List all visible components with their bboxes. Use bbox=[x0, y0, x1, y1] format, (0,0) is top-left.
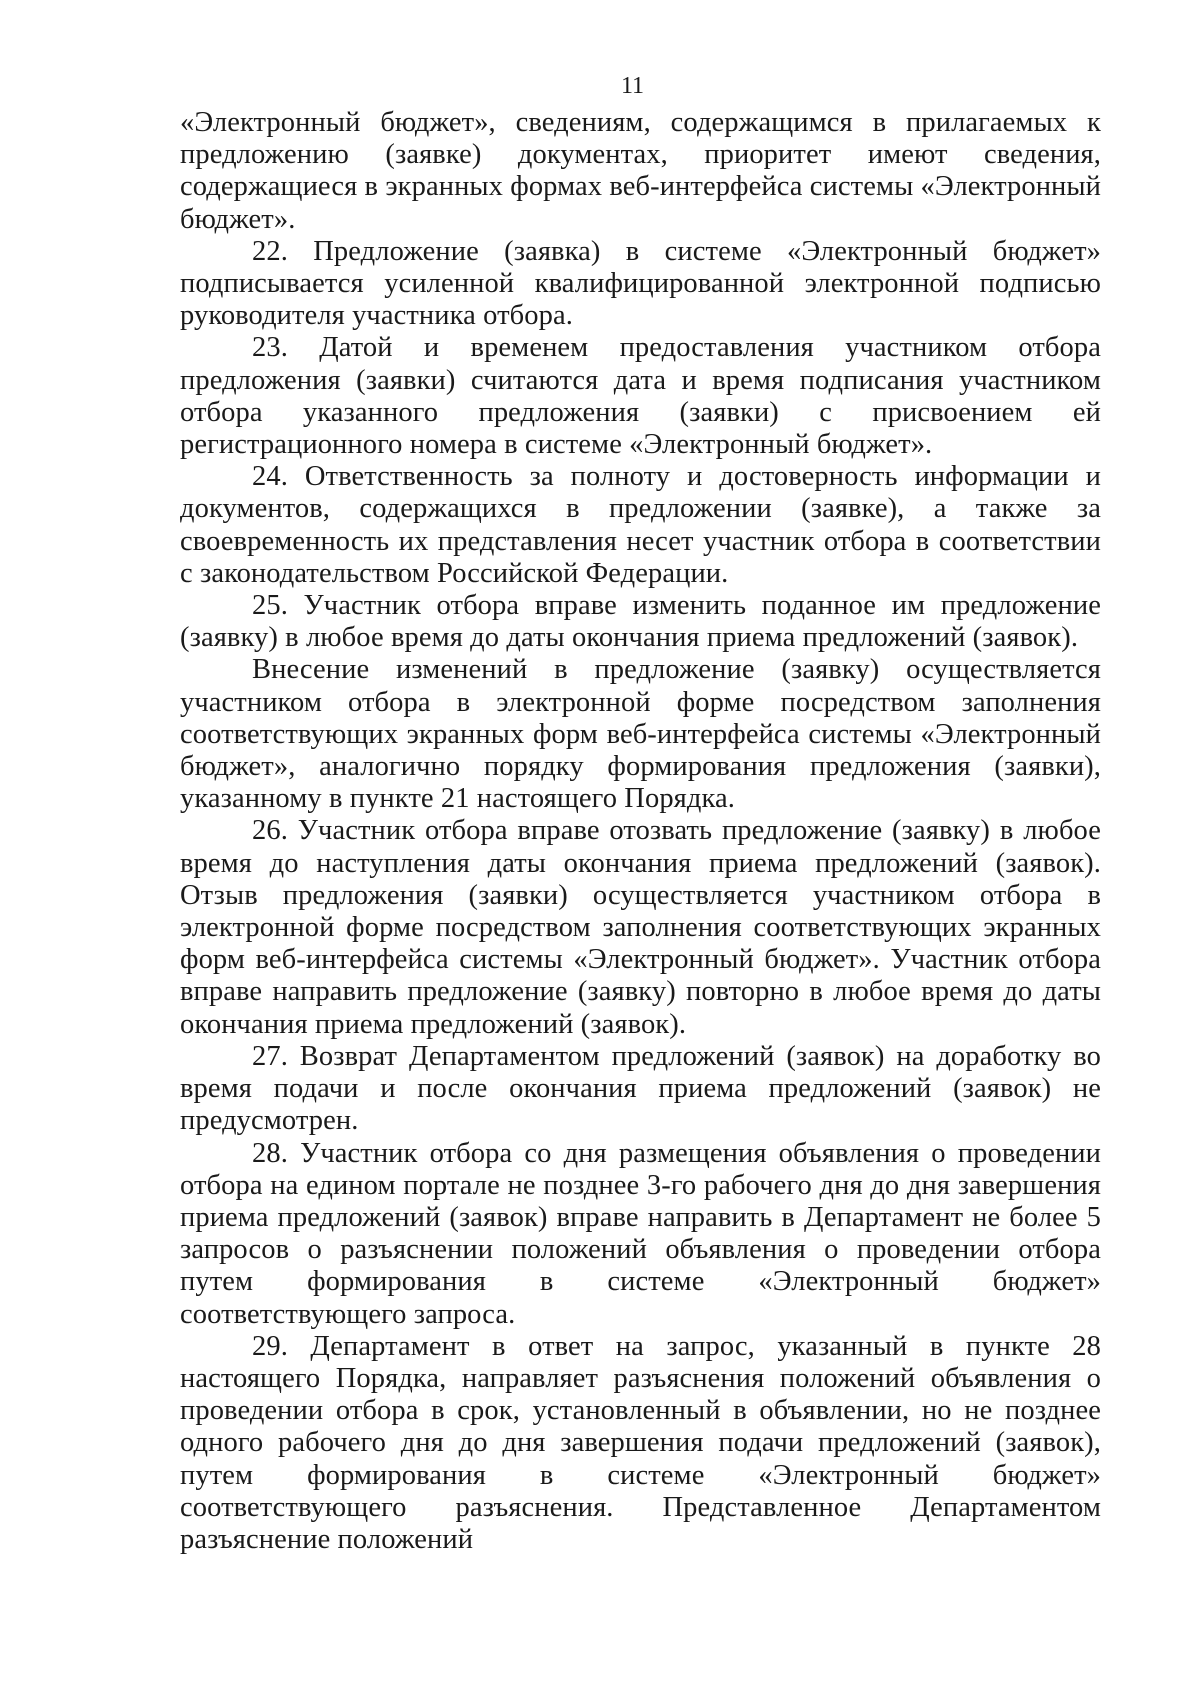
paragraph-29: 29. Департамент в ответ на запрос, указанный в пункте 28 настоящего Порядка, направляет разъяснения положений объявления о проведении отбора в срок, установленный в объявлении, но не позднее одного рабочего дня до дня завершения подачи предложений (заявок), путем формирования в системе «Электронный бюджет» соответствующего разъяснения. Представленное Департаментом разъяснение положений bbox=[180, 1330, 1101, 1555]
paragraph-27: 27. Возврат Департаментом предложений (заявок) на доработку во время подачи и после окончания приема предложений (заявок) не предусмотрен. bbox=[180, 1040, 1101, 1137]
paragraph-28: 28. Участник отбора со дня размещения объявления о проведении отбора на едином портале не позднее 3-го рабочего дня до дня завершения приема предложений (заявок) вправе направить в Департамент не более 5 запросов о разъяснении положений объявления о проведении отбора путем формирования в системе «Электронный бюджет» соответствующего запроса. bbox=[180, 1137, 1101, 1330]
paragraph-24: 24. Ответственность за полноту и достоверность информации и документов, содержащихся в предложении (заявке), а также за своевременность их представления несет участник отбора в соответствии с законодательством Российской Федерации. bbox=[180, 461, 1101, 589]
paragraph-22: 22. Предложение (заявка) в системе «Электронный бюджет» подписывается усиленной квалифицированной электронной подписью руководителя участника отбора. bbox=[180, 235, 1101, 332]
paragraph-25-changes: Внесение изменений в предложение (заявку) осуществляется участником отбора в электронной форме посредством заполнения соответствующих экранных форм веб-интерфейса системы «Электронный бюджет», аналогично порядку формирования предложения (заявки), указанному в пункте 21 настоящего Порядка. bbox=[180, 654, 1101, 815]
paragraph-continuation: «Электронный бюджет», сведениям, содержащимся в прилагаемых к предложению (заявке) документах, приоритет имеют сведения, содержащиеся в экранных формах веб-интерфейса системы «Электронный бюджет». bbox=[180, 107, 1101, 235]
paragraph-25: 25. Участник отбора вправе изменить поданное им предложение (заявку) в любое время до даты окончания приема предложений (заявок). bbox=[180, 590, 1101, 654]
paragraph-26: 26. Участник отбора вправе отозвать предложение (заявку) в любое время до наступления даты окончания приема предложений (заявок). Отзыв предложения (заявки) осуществляется участником отбора в электронной форме посредством заполнения соответствующих экранных форм веб-интерфейса системы «Электронный бюджет». Участник отбора вправе направить предложение (заявку) повторно в любое время до даты окончания приема предложений (заявок). bbox=[180, 815, 1101, 1040]
paragraph-23: 23. Датой и временем предоставления участником отбора предложения (заявки) считаются дата и время подписания участником отбора указанного предложения (заявки) с присвоением ей регистрационного номера в системе «Электронный бюджет». bbox=[180, 332, 1101, 461]
page-number: 11 bbox=[620, 73, 645, 99]
document-body bbox=[180, 107, 1101, 1556]
